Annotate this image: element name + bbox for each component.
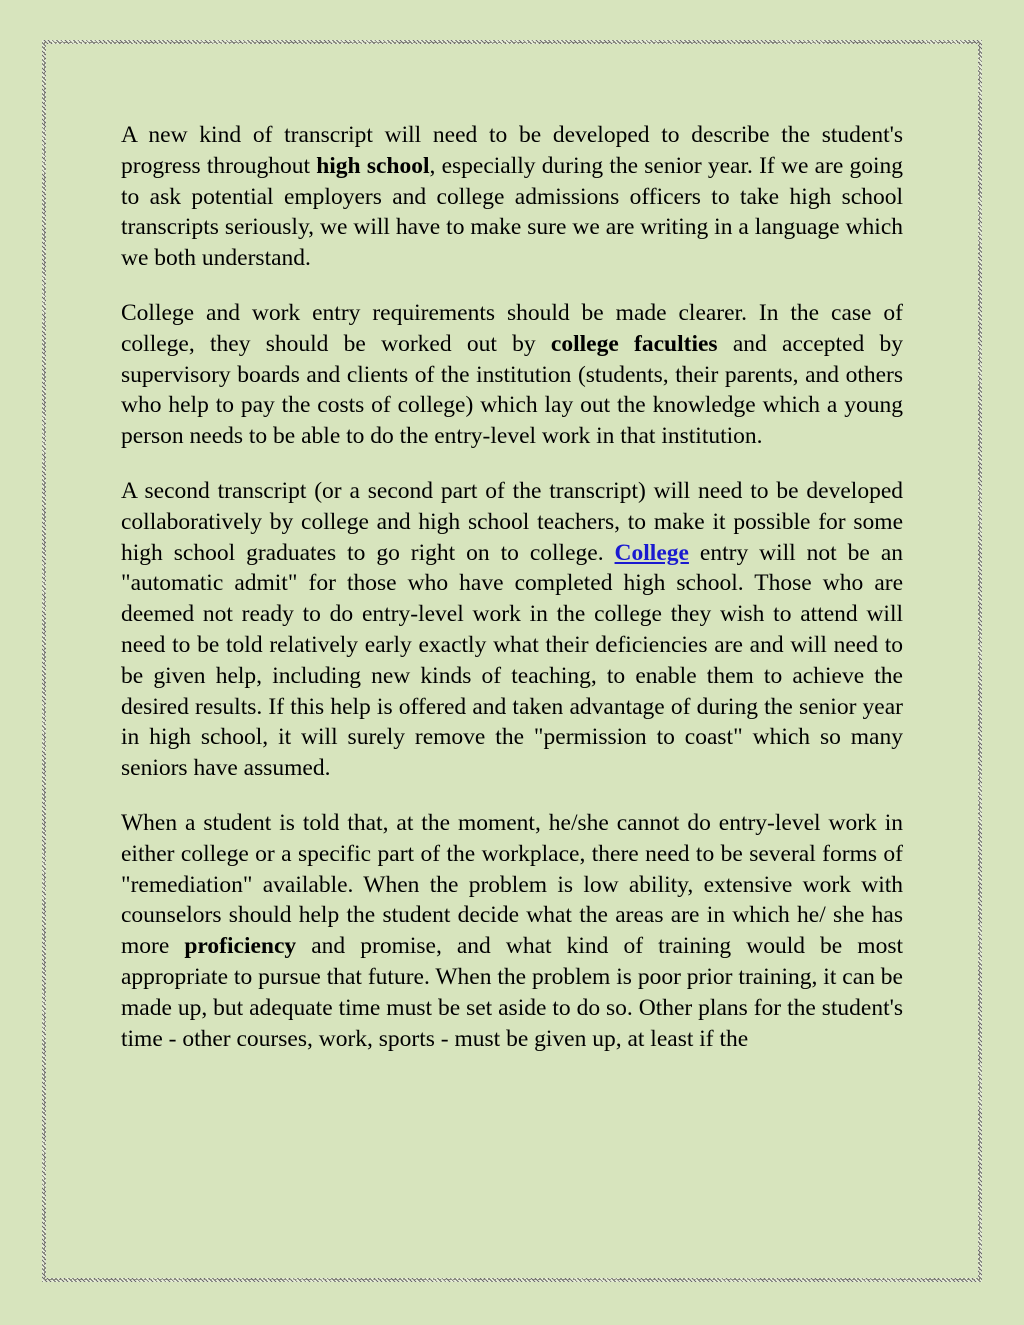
bold-term-high-school: high school (316, 152, 430, 179)
paragraph-1 (121, 120, 903, 274)
bold-term-college-faculties: college faculties (550, 330, 718, 357)
paragraph-1-text-b: , especially during the senior year. If we are going to ask potential employers and college admissions officers to take high school transcripts seriously, we will have to make sure we are writing in a language which we both understand. (121, 152, 904, 272)
paragraph-3-text-a: A second transcript (or a second part of the transcript) will need to be developed collaboratively by college and high school teachers, to make it possible for some high school graduates to go right on to college. (121, 477, 903, 566)
bold-term-proficiency: proficiency (184, 933, 297, 960)
college-link[interactable]: College (614, 539, 689, 566)
paragraph-4-text-a: When a student is told that, at the moment, he/she cannot do entry-level work in either college or a specific part of the workplace, there need to be several forms of "remediation" available. When the problem is low ability, extensive work with counselors should help the student decide what the areas are in which he/ she has more (121, 809, 903, 960)
paragraph-4-text-b: and promise, and what kind of training would be most appropriate to pursue that future. When the problem is poor prior training, it can be made up, but adequate time must be set aside to do so. Other plans for the student's time - other courses, work, sports - must be given up, at least if the (121, 933, 903, 1052)
paragraph-2-text-b: and accepted by supervisory boards and clients of the institution (students, their parents, and others who help to pay the costs of college) which lay out the knowledge which a young person needs to be able to do the entry-level work in that institution. (121, 330, 903, 450)
paragraph-2-text-a: College and work entry requirements should be made clearer. In the case of college, they should be worked out by (121, 299, 903, 357)
paragraph-3 (121, 476, 903, 784)
paragraph-1-text-a: A new kind of transcript will need to be developed to describe the student's progress throughout (121, 122, 903, 179)
paragraph-4 (121, 808, 903, 1054)
paragraph-3-text-b: entry will not be an "automatic admit" for those who have completed high school. Those who are deemed not ready to do entry-level work in the college they wish to attend will need to be told relatively early exactly what their deficiencies are and will need to be given help, including new kinds of teaching, to enable them to achieve the desired results. If this help is offered and taken advantage of during the senior year in high school, it will surely remove the "permission to coast" which so many seniors have assumed. (121, 539, 904, 782)
paragraph-2 (121, 298, 903, 452)
document-body (121, 120, 903, 1078)
